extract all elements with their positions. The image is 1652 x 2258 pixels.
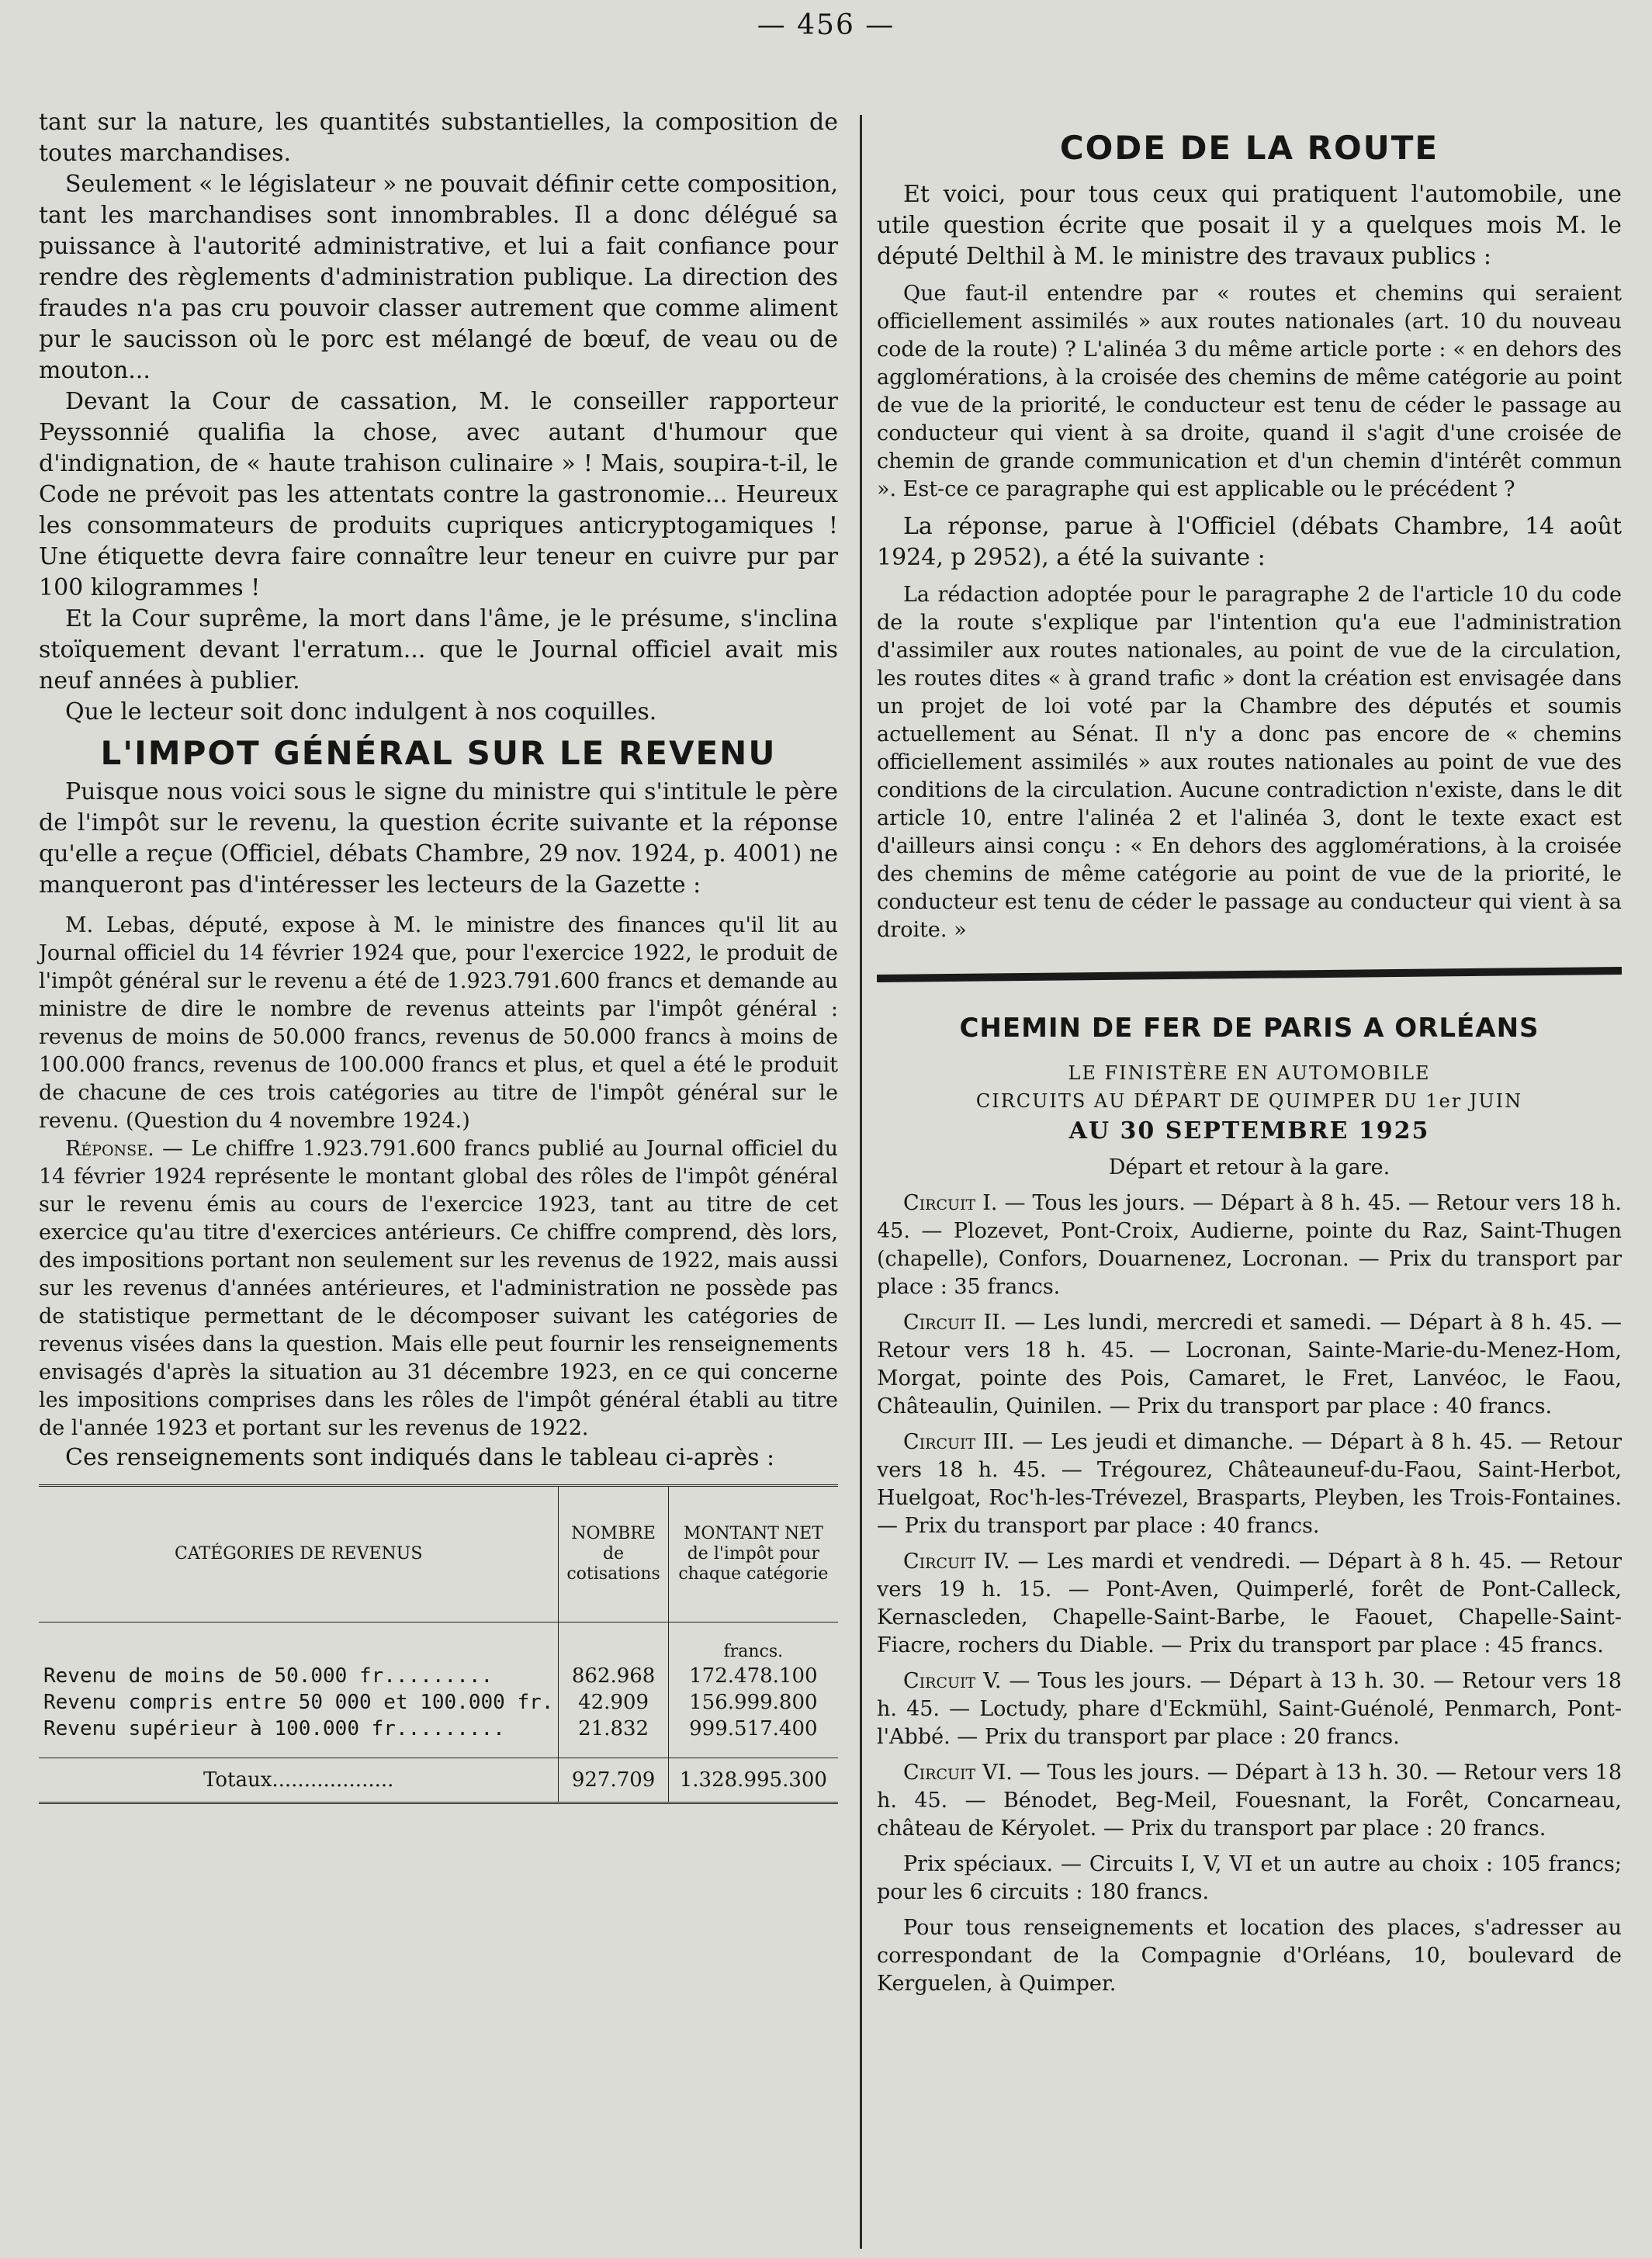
table-cell-label: Revenu supérieur à 100.000 fr......... — [43, 1717, 505, 1740]
answer-paragraph: La rédaction adoptée pour le paragraphe 2 de l'article 10 du code de la route s'explique par l'intention qu'a eue l'administration d'assimiler aux routes nationales, au point de vue de la circulation, les routes dites « à grand trafic » dont la création est envisagée dans un projet de loi voté par la Chambre des députés et soumis actuellement au Sénat. Il n'y a donc pas encore de « chemins officiellement assimilés » aux routes nationales au point de vue des conditions de la circulation. Aucune contradiction n'existe, dans le dit article 10, entre l'alinéa 2 et l'alinéa 3, dont le texte exact est d'ailleurs ainsi conçu : « En dehors des agglomérations, à la croisée des chemins de même catégorie au point de vue de la priorité, le conducteur est tenu de céder le passage au conducteur qui vient à sa droite. » — [877, 583, 1622, 942]
section-title-code-route: CODE DE LA ROUTE — [1059, 129, 1439, 167]
left-column — [39, 107, 838, 1804]
table-header-amount: MONTANT NET de l'impôt pour chaque catégorie — [668, 1486, 838, 1623]
rail-subtitle: CIRCUITS AU DÉPART DE QUIMPER DU 1er JUIN — [975, 1090, 1523, 1112]
table-cell-count: 42.909 — [559, 1689, 668, 1716]
paragraph: Que le lecteur soit donc indulgent à nos coquilles. — [65, 698, 657, 726]
circuit-name: Circuit II. — [903, 1311, 1007, 1335]
circuit-text: — Les jeudi et dimanche. — Départ à 8 h. 45. — Retour vers 18 h. 45. — Trégourez, Châteauneuf-du-Faou, Saint-Herbot, Huelgoat, Roc'h-les-Trévezel, Brasparts, Pleyben, les Trois-Fontaines. — Prix du transport par place : 40 francs. — [877, 1430, 1622, 1538]
table-cell-label: Revenu compris entre 50 000 et 100.000 fr. — [43, 1691, 554, 1714]
paragraph: Devant la Cour de cassation, M. le conseiller rapporteur Peyssonnié qualifia la chose, avec autant d'humour que d'indignation, de « haute trahison culinaire » ! Mais, soupira-t-il, le Code ne prévoit pas les attentats contre la gastronomie... Heureux les consommateurs de produits cupriques anticryptogamiques ! Une étiquette devra faire connaître leur teneur en cuivre pur par 100 kilogrammes ! — [39, 388, 838, 601]
answer-paragraph — [39, 1135, 838, 1442]
table-row — [39, 1663, 838, 1689]
rail-title: CHEMIN DE FER DE PARIS A ORLÉANS — [959, 1013, 1539, 1044]
table-row — [39, 1716, 838, 1742]
table-header-categories: CATÉGORIES DE REVENUS — [39, 1486, 559, 1623]
column-divider — [860, 115, 862, 2249]
circuit-item — [877, 1309, 1622, 1421]
circuit-text: — Les lundi, mercredi et samedi. — Départ à 8 h. 45. — Retour vers 18 h. 45. — Locronan, Sainte-Marie-du-Menez-Hom, Morgat, pointe des Pois, Camaret, le Fret, Lanvéoc, le Faou, Châteaulin, Quinilen. — Prix du transport par place : 40 francs. — [877, 1311, 1622, 1418]
circuit-item — [877, 1190, 1622, 1301]
revenue-table — [39, 1484, 838, 1804]
table-total-count: 927.709 — [559, 1758, 668, 1803]
circuit-text: — Les mardi et vendredi. — Départ à 8 h. 45. — Retour vers 19 h. 15. — Pont-Aven, Quimperlé, forêt de Pont-Calleck, Kernascleden, Chapelle-Saint-Barbe, le Faouet, Chapelle-Saint-Fiacre, rochers du Diable. — Prix du transport par place : 45 francs. — [877, 1550, 1622, 1657]
paragraph: La réponse, parue à l'Officiel (débats Chambre, 14 août 1924, p 2952), a été la suivante : — [877, 513, 1622, 571]
circuit-name: Circuit III. — [903, 1430, 1015, 1454]
circuit-item — [877, 1668, 1622, 1751]
page-number: — 456 — — [757, 9, 895, 41]
circuit-name: Circuit IV. — [903, 1550, 1010, 1574]
section-divider — [877, 967, 1622, 982]
circuit-name: Circuit V. — [903, 1669, 1002, 1693]
question-paragraph: Que faut-il entendre par « routes et chemins qui seraient officiellement assimilés » aux routes nationales (art. 10 du nouveau code de la route) ? L'alinéa 3 du même article porte : « en dehors des agglomérations, à la croisée des chemins de même catégorie au point de vue de la priorité, le conducteur est tenu de céder le passage au conducteur qui vient à sa droite, quand il s'agit d'une croisée de chemin de grande communication et d'un chemin d'intérêt commun ». Est-ce ce paragraphe qui est applicable ou le précédent ? — [877, 282, 1622, 501]
paragraph: Seulement « le législateur » ne pouvait définir cette composition, tant les marchandises sont innombrables. Il a donc délégué sa puissance à l'autorité administrative, et lui a fait confiance pour rendre des règlements d'administration publique. La direction des fraudes n'a pas cru pouvoir classer autrement que comme aliment pur le saucisson où le porc est mélangé de bœuf, de veau ou de mouton... — [39, 171, 838, 384]
table-total-label: Totaux................... — [39, 1758, 559, 1803]
answer-lead: Réponse. — [65, 1137, 154, 1161]
right-column — [877, 107, 1622, 1998]
circuit-item — [877, 1548, 1622, 1660]
table-cell-count: 21.832 — [559, 1716, 668, 1742]
table-unit: francs. — [668, 1623, 838, 1664]
table-cell-amount: 172.478.100 — [668, 1663, 838, 1689]
paragraph: Et la Cour suprême, la mort dans l'âme, je le présume, s'inclina stoïquement devant l'erratum... que le Journal officiel avait mis neuf années à publier. — [39, 605, 838, 694]
paragraph: Ces renseignements sont indiqués dans le tableau ci-après : — [65, 1444, 775, 1471]
rail-subtitle: LE FINISTÈRE EN AUTOMOBILE — [1068, 1062, 1431, 1084]
circuit-text: — Tous les jours. — Départ à 13 h. 30. — Retour vers 18 h. 45. — Bénodet, Beg-Meil, Fouesnant, la Forêt, Concarneau, château de Kéryolet. — Prix du transport par place : 20 francs. — [877, 1761, 1622, 1841]
table-cell-amount: 999.517.400 — [668, 1716, 838, 1742]
paragraph: Et voici, pour tous ceux qui pratiquent l'automobile, une utile question écrite que posait il y a quelques mois M. le député Delthil à M. le ministre des travaux publics : — [877, 181, 1622, 270]
table-cell-amount: 156.999.800 — [668, 1689, 838, 1716]
circuit-item — [877, 1759, 1622, 1843]
table-cell-count: 862.968 — [559, 1663, 668, 1689]
paragraph: Puisque nous voici sous le signe du ministre qui s'intitule le père de l'impôt sur le revenu, la question écrite suivante et la réponse qu'elle a reçue (Officiel, débats Chambre, 29 nov. 1924, p. 4001) ne manqueront pas d'intéresser les lecteurs de la Gazette : — [39, 778, 838, 899]
question-paragraph: M. Lebas, député, expose à M. le ministre des finances qu'il lit au Journal officiel du 14 février 1924 que, pour l'exercice 1922, le produit de l'impôt général sur le revenu a été de 1.923.791.600 francs et demande au ministre de dire le nombre de revenus atteints par l'impôt général : revenus de moins de 50.000 francs, revenus de 50.000 francs à moins de 100.000 francs, revenus de 100.000 francs et plus, et quel a été le produit de chacune de ces trois catégories au titre de l'impôt général sur le revenu. (Question du 4 novembre 1924.) — [39, 913, 838, 1133]
table-total-amount: 1.328.995.300 — [668, 1758, 838, 1803]
rail-note: Départ et retour à la gare. — [1108, 1155, 1391, 1179]
circuit-text: — Tous les jours. — Départ à 8 h. 45. — Retour vers 18 h. 45. — Plozevet, Pont-Croix, Audierne, pointe du Raz, Saint-Thugen (chapelle), Confors, Douarnenez, Locronan. — Prix du transport par place : 35 francs. — [877, 1191, 1622, 1299]
special-prices: Prix spéciaux. — Circuits I, V, VI et un autre au choix : 105 francs; pour les 6 circuits : 180 francs. — [877, 1852, 1622, 1904]
circuit-item — [877, 1429, 1622, 1540]
paragraph: tant sur la nature, les quantités substantielles, la composition de toutes marchandises. — [39, 109, 838, 167]
rail-dates: AU 30 SEPTEMBRE 1925 — [1068, 1117, 1430, 1145]
section-title-impot: L'IMPOT GÉNÉRAL SUR LE REVENU — [100, 734, 777, 772]
table-total-row — [39, 1758, 838, 1803]
table-row — [39, 1689, 838, 1716]
circuit-name: Circuit VI. — [903, 1761, 1013, 1785]
circuit-name: Circuit I. — [903, 1191, 998, 1215]
circuit-text: — Tous les jours. — Départ à 13 h. 30. — Retour vers 18 h. 45. — Loctudy, phare d'Eckmühl, Saint-Guénolé, Penmarch, Pont-l'Abbé. — Prix du transport par place : 20 francs. — [877, 1669, 1622, 1749]
table-header-count: NOMBRE de cotisations — [559, 1486, 668, 1623]
contact-info: Pour tous renseignements et location des places, s'adresser au correspondant de la Compagnie d'Orléans, 10, boulevard de Kerguelen, à Quimper. — [877, 1916, 1622, 1996]
table-cell-label: Revenu de moins de 50.000 fr......... — [43, 1664, 494, 1688]
answer-text: — Le chiffre 1.923.791.600 francs publié au Journal officiel du 14 février 1924 représente le montant global des rôles de l'impôt général sur le revenu émis au cours de l'exercice 1923, tant au titre de cet exercice qu'au titre d'exercices antérieurs. Ce chiffre comprend, dès lors, des impositions portant non seulement sur les revenus de 1922, mais aussi sur les revenus d'années antérieures, et l'administration ne possède pas de statistique permettant de le décomposer suivant les catégories de revenus visées dans la question. Mais elle peut fournir les renseignements envisagés d'après la situation au 31 décembre 1923, en ce qui concerne les impositions comprises dans les rôles de l'impôt général établi au titre de l'année 1923 et portant sur les revenus de 1922. — [39, 1137, 838, 1440]
